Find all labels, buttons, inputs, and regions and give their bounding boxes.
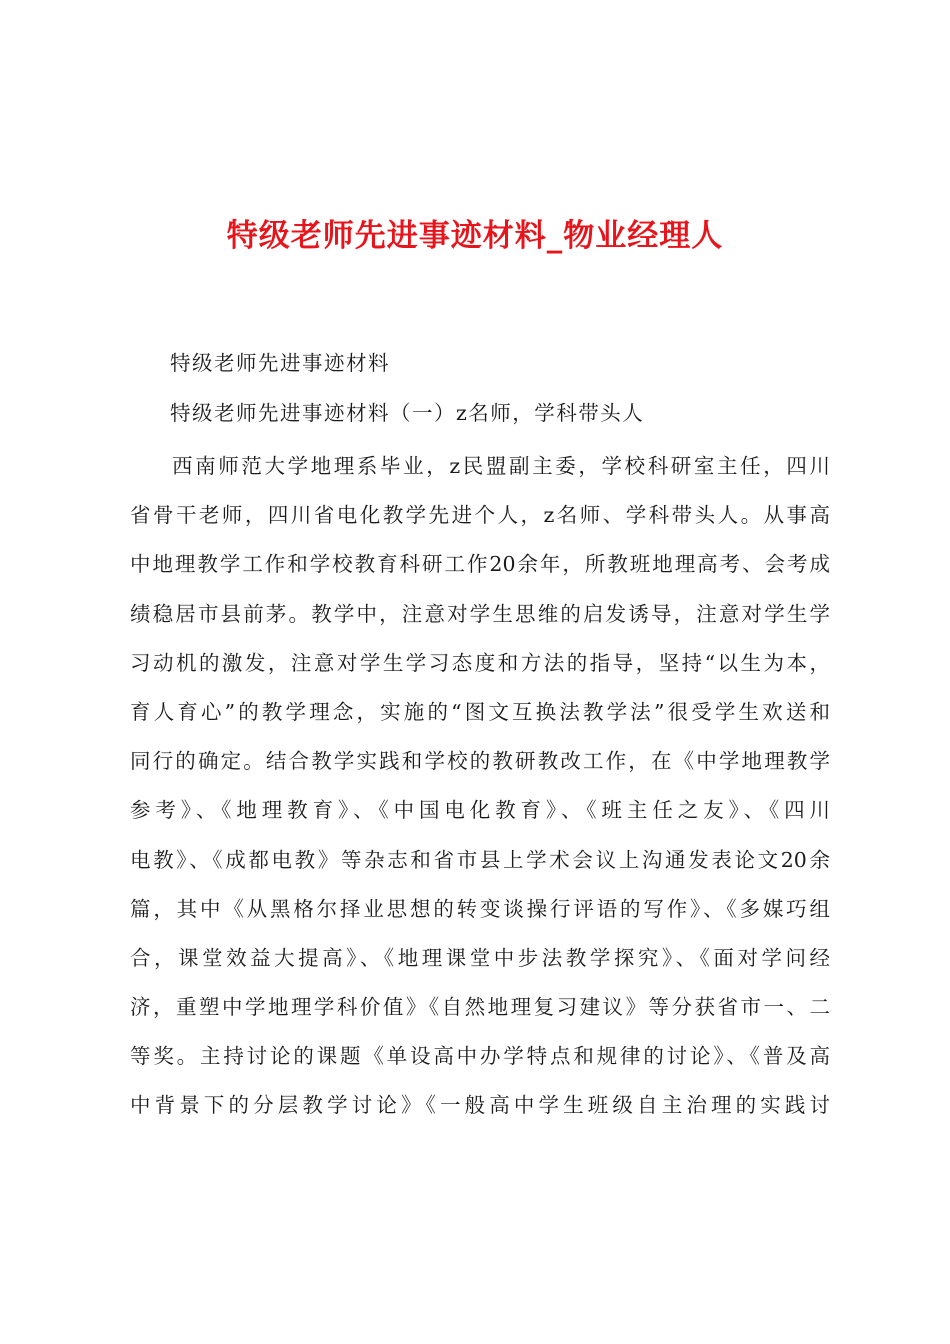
paragraph-line: 合，课堂效益大提高》、《地理课堂中步法教学探究》、《面对学问经 [130, 945, 830, 970]
paragraph-line: 中背景下的分层教学讨论》《一般高中学生班级自主治理的实践讨 [130, 1093, 830, 1118]
paragraph-line: 西南师范大学地理系毕业，z民盟副主委，学校科研室主任，四川 [172, 454, 830, 478]
paragraph-line: 省骨干老师，四川省电化教学先进个人，z名师、学科带头人。从事高 [130, 503, 830, 528]
body-paragraph [130, 451, 830, 1140]
paragraph-line: 电教》、《成都电教》等杂志和省市县上学术会议上沟通发表论文20余 [130, 847, 830, 872]
paragraph-line: 育人育心”的教学理念，实施的“图文互换法教学法”很受学生欢送和 [130, 699, 830, 724]
section-heading: 特级老师先进事迹材料 [170, 351, 390, 375]
paragraph-line: 等奖。主持讨论的课题《单设高中办学特点和规律的讨论》、《普及高 [130, 1044, 830, 1069]
paragraph-line: 绩稳居市县前茅。教学中，注意对学生思维的启发诱导，注意对学生学 [130, 601, 830, 626]
document-title: 特级老师先进事迹材料_物业经理人 [226, 218, 724, 254]
paragraph-line: 习动机的激发，注意对学生学习态度和方法的指导，坚持“以生为本， [130, 650, 830, 675]
paragraph-line: 济，重塑中学地理学科价值》《自然地理复习建议》等分获省市一、二 [130, 995, 830, 1020]
paragraph-line: 中地理教学工作和学校教育科研工作20余年，所教班地理高考、会考成 [130, 552, 830, 577]
paragraph-line: 参考》、《地理教育》、《中国电化教育》、《班主任之友》、《四川 [130, 798, 830, 823]
paragraph-line: 同行的确定。结合教学实践和学校的教研教改工作，在《中学地理教学 [130, 749, 830, 774]
paragraph-line: 篇，其中《从黑格尔择业思想的转变谈操行评语的写作》、《多媒巧组 [130, 896, 830, 921]
subsection-heading: 特级老师先进事迹材料（一）z名师，学科带头人 [170, 401, 645, 425]
